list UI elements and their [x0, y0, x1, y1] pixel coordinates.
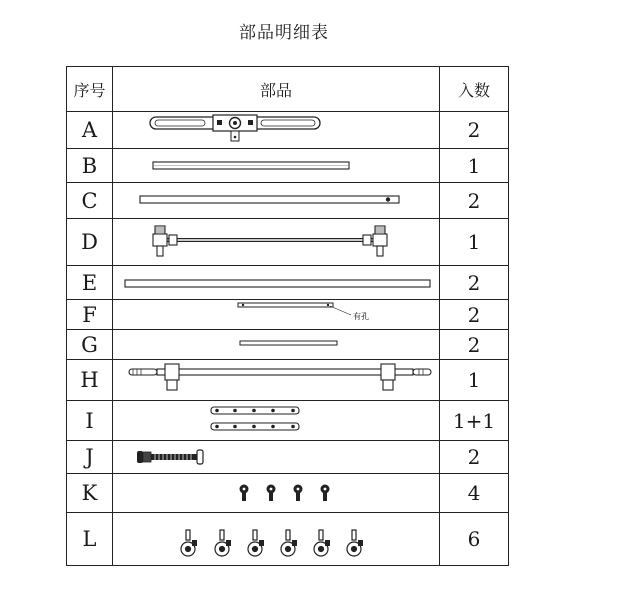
part-image-g: [113, 330, 440, 360]
part-f-icon: [113, 300, 440, 329]
part-image-k: [113, 474, 440, 513]
row-qty: 2: [440, 330, 509, 360]
row-id: K: [67, 474, 113, 513]
row-id: C: [67, 183, 113, 219]
row-qty: 6: [440, 513, 509, 566]
part-b-icon: [113, 149, 440, 182]
part-image-e: [113, 266, 440, 300]
part-image-l: [113, 513, 440, 566]
column-header-qty: 入数: [440, 67, 509, 112]
parts-table: [66, 66, 509, 566]
part-l-icon: [113, 513, 440, 565]
part-a-icon: [113, 112, 440, 148]
row-id: A: [67, 112, 113, 149]
row-qty: 2: [440, 300, 509, 330]
row-qty: 2: [440, 266, 509, 300]
table-row: [67, 219, 509, 266]
table-row: [67, 401, 509, 441]
table-header-row: [67, 67, 509, 112]
part-e-icon: [113, 266, 440, 299]
part-image-b: [113, 149, 440, 183]
table-row: [67, 441, 509, 474]
table-row: [67, 149, 509, 183]
part-image-d: [113, 219, 440, 266]
part-i-icon: [113, 401, 440, 440]
row-qty: 1: [440, 219, 509, 266]
table-row: [67, 183, 509, 219]
part-image-c: [113, 183, 440, 219]
row-id: I: [67, 401, 113, 441]
row-qty: 2: [440, 112, 509, 149]
column-header-seq: 序号: [67, 67, 113, 112]
part-k-icon: [113, 474, 440, 512]
row-qty: 1: [440, 149, 509, 183]
row-id: L: [67, 513, 113, 566]
column-header-part: 部品: [113, 67, 440, 112]
table-row: [67, 266, 509, 300]
row-id: D: [67, 219, 113, 266]
row-qty: 2: [440, 183, 509, 219]
part-image-j: [113, 441, 440, 474]
table-row: [67, 513, 509, 566]
table-row: [67, 360, 509, 401]
part-image-i: [113, 401, 440, 441]
table-row: [67, 474, 509, 513]
row-qty: 2: [440, 441, 509, 474]
table-row: [67, 112, 509, 149]
part-f-note: 有孔: [353, 312, 369, 321]
row-id: J: [67, 441, 113, 474]
row-qty: 1+1: [440, 401, 509, 441]
part-c-icon: [113, 183, 440, 218]
part-image-f: [113, 300, 440, 330]
row-id: G: [67, 330, 113, 360]
part-j-icon: [113, 441, 440, 473]
row-id: E: [67, 266, 113, 300]
part-image-a: [113, 112, 440, 149]
row-id: F: [67, 300, 113, 330]
part-g-icon: [113, 330, 440, 359]
table-row: [67, 330, 509, 360]
table-row: [67, 300, 509, 330]
row-qty: 1: [440, 360, 509, 401]
page-title: 部品明细表: [239, 23, 329, 43]
row-qty: 4: [440, 474, 509, 513]
row-id: H: [67, 360, 113, 401]
row-id: B: [67, 149, 113, 183]
part-image-h: [113, 360, 440, 401]
part-h-icon: [113, 360, 440, 400]
part-d-icon: [113, 219, 440, 265]
